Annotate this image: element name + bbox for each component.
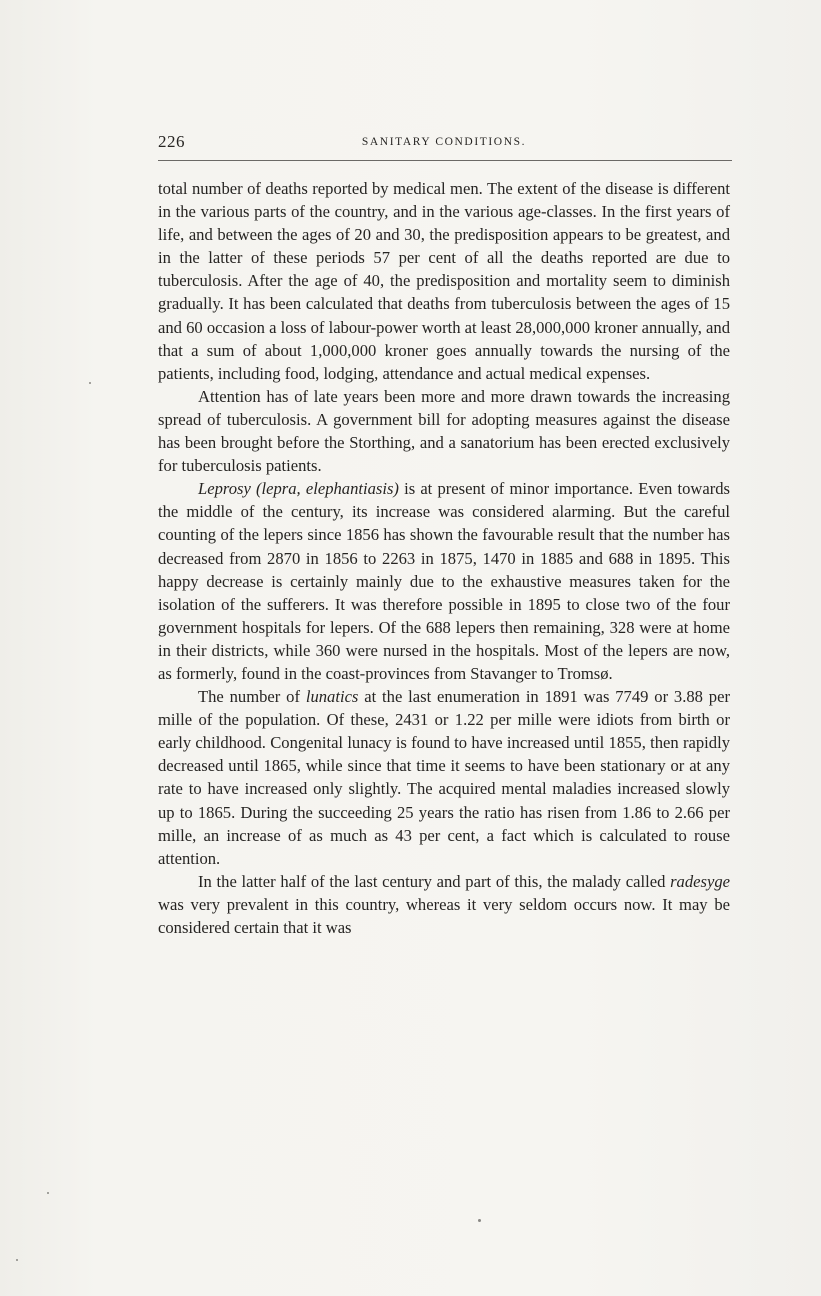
text-segment: In the latter half of the last century and part of this, the malady called bbox=[198, 871, 671, 891]
paper-speck bbox=[16, 1259, 18, 1261]
text-segment: Attention has of late years been more and more drawn towards the increasing spread of tuberculosis. A government bill for adopting measures against the disease has been brought before the Storthing, and a sanatorium has been erected exclusively for tuberculosis patients. bbox=[158, 386, 730, 476]
paragraph-tuberculosis-measures bbox=[158, 385, 730, 477]
running-title: SANITARY CONDITIONS. bbox=[361, 136, 527, 148]
text-segment: was very prevalent in this country, whereas it very seldom occurs now. It may be considered certain that it was bbox=[158, 894, 730, 937]
paper-speck bbox=[47, 1192, 49, 1194]
body-text bbox=[158, 177, 730, 939]
text-segment: at the last enumeration in 1891 was 7749 or 3.88 per mille of the population. Of these, 2431 or 1.22 per mille were idiots from birth or early childhood. Congenital lunacy is found to have increased until 1855, then rapidly decreased until 1865, while since that time it seems to have been stationary or at any rate to have increased only slightly. The acquired mental maladies increased slowly up to 1865. During the succeeding 25 years the ratio has risen from 1.86 to 2.66 per mille, an increase of as much as 43 per cent, a fact which is calculated to rouse attention. bbox=[158, 687, 731, 868]
text-segment: The number of bbox=[198, 687, 306, 707]
page-number: 226 bbox=[158, 132, 185, 151]
paper-speck bbox=[478, 1219, 481, 1222]
paragraph-leprosy bbox=[158, 477, 730, 685]
italic-term: lunatics bbox=[305, 687, 359, 707]
paragraph-radesyge bbox=[158, 870, 730, 939]
text-segment: total number of deaths reported by medical men. The extent of the disease is different in the various parts of the country, and in the various age-classes. In the first years of life, and between the ages of 20 and 30, the predisposition appears to be greatest, and in the latter of these periods 57 per cent of all the deaths reported are due to tuberculosis. After the age of 40, the predisposition and mortality seem to diminish gradually. It has been calculated that deaths from tuberculosis between the ages of 15 and 60 occasion a loss of labour-power worth at least 28,000,000 kroner annually, and that a sum of about 1,000,000 kroner goes annually towards the nursing of the patients, including food, lodging, attendance and actual medical expenses. bbox=[158, 179, 730, 383]
paragraph-tuberculosis-statistics bbox=[158, 177, 730, 385]
header-rule bbox=[158, 160, 732, 161]
page-header bbox=[158, 132, 730, 154]
text-segment: is at present of minor importance. Even towards the middle of the century, its increase was considered alarming. But the careful counting of the lepers since 1856 has shown the favourable result that the number has decreased from 2870 in 1856 to 2263 in 1875, 1470 in 1885 and 688 in 1895. This happy decrease is certainly mainly due to the exhaustive measures taken for the isolation of the sufferers. It was therefore possible in 1895 to close two of the four government hospitals for lepers. Of the 688 lepers then remaining, 328 were at home in their districts, while 360 were nursed in the hospitals. Most of the lepers are now, as formerly, found in the coast-provinces from Stavanger to Tromsø. bbox=[158, 479, 730, 683]
paragraph-lunatics bbox=[158, 685, 730, 870]
italic-term: radesyge bbox=[670, 871, 730, 891]
italic-term: Leprosy (lepra, elephantiasis) bbox=[198, 479, 399, 499]
paper-speck bbox=[89, 382, 91, 384]
